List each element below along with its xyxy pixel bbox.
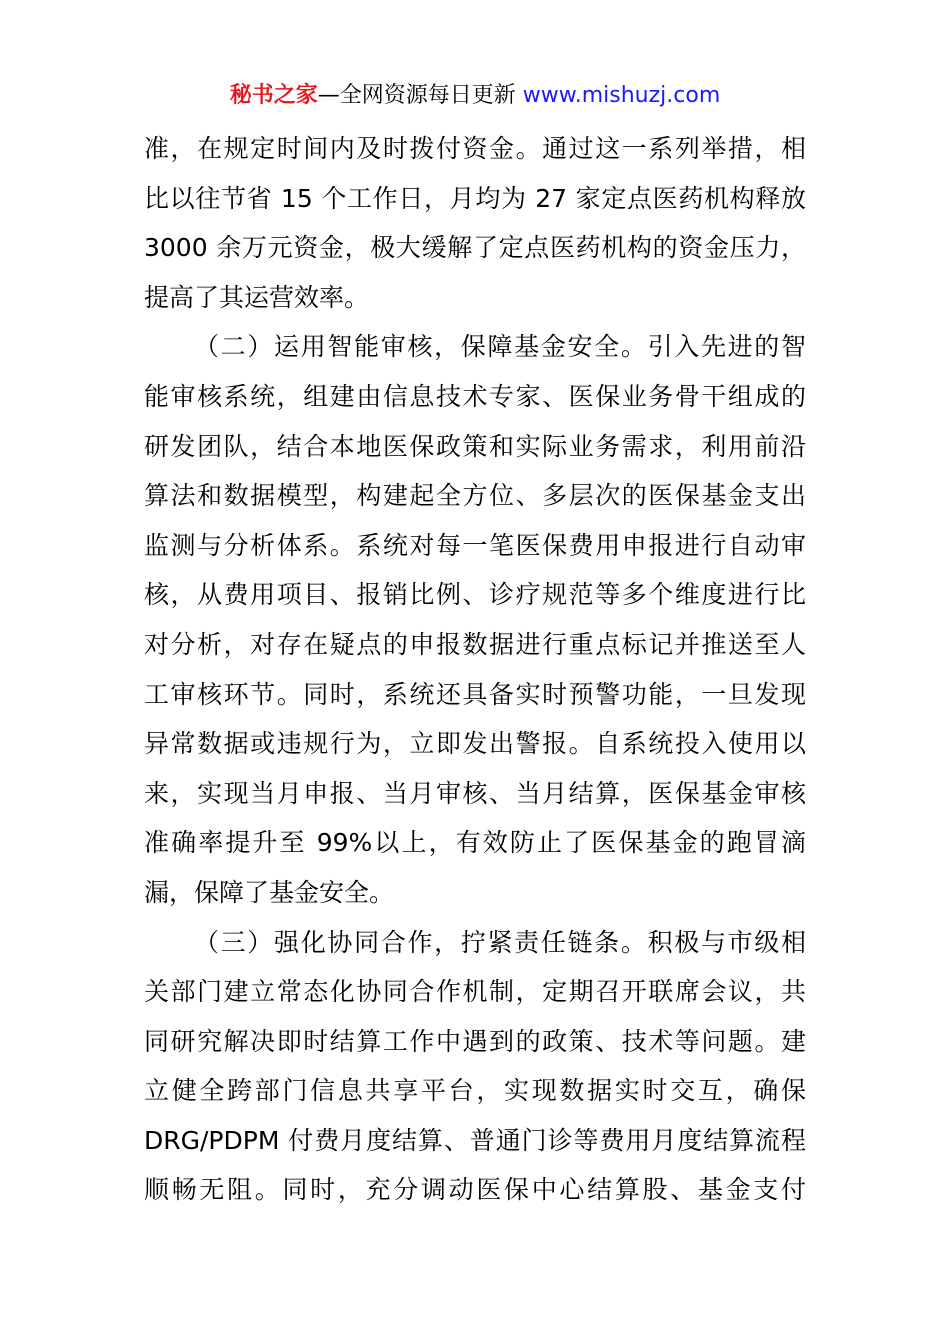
text-line: 能审核系统，组建由信息技术专家、医保业务骨干组成的 — [144, 381, 806, 411]
text-line: DRG/PDPM 付费月度结算、普通门诊等费用月度结算流程 — [144, 1125, 806, 1155]
text-line: 比以往节省 15 个工作日，月均为 27 家定点医药机构释放 — [144, 183, 806, 213]
text-line: 准，在规定时间内及时拨付资金。通过这一系列举措，相 — [144, 134, 806, 163]
text-line: 来，实现当月申报、当月审核、当月结算，医保基金审核 — [144, 778, 806, 808]
site-url[interactable]: www.mishuzj.com — [522, 83, 721, 108]
text-line: 监测与分析体系。系统对每一笔医保费用申报进行自动审 — [144, 530, 806, 560]
text-line: 提高了其运营效率。 — [144, 282, 370, 312]
text-line: 立健全跨部门信息共享平台，实现数据实时交互，确保 — [144, 1076, 806, 1106]
text-line: 关部门建立常态化协同合作机制，定期召开联席会议，共 — [144, 977, 806, 1007]
text-line: 同研究解决即时结算工作中遇到的政策、技术等问题。建 — [144, 1026, 806, 1056]
text-line: 准确率提升至 99%以上，有效防止了医保基金的跑冒滴 — [144, 828, 806, 858]
text-line: 工审核环节。同时，系统还具备实时预警功能，一旦发现 — [144, 679, 806, 709]
text-line: （二）运用智能审核，保障基金安全。引入先进的智 — [194, 332, 806, 362]
text-line: 漏，保障了基金安全。 — [144, 877, 395, 907]
text-line: 异常数据或违规行为，立即发出警报。自系统投入使用以 — [144, 729, 806, 759]
site-brand: 秘书之家 — [229, 83, 318, 108]
text-line: 算法和数据模型，构建起全方位、多层次的医保基金支出 — [144, 481, 806, 511]
text-line: 研发团队，结合本地医保政策和实际业务需求，利用前沿 — [144, 431, 806, 461]
text-line: （三）强化协同合作，拧紧责任链条。积极与市级相 — [194, 927, 806, 957]
site-header — [0, 80, 950, 112]
text-line: 顺畅无阻。同时，充分调动医保中心结算股、基金支付 — [144, 1175, 806, 1205]
text-line: 对分析，对存在疑点的申报数据进行重点标记并推送至人 — [144, 629, 806, 659]
site-tagline: —全网资源每日更新 — [317, 83, 523, 108]
text-line: 3000 余万元资金，极大缓解了定点医药机构的资金压力， — [144, 233, 806, 263]
text-line: 核，从费用项目、报销比例、诊疗规范等多个维度进行比 — [144, 580, 806, 610]
document-body — [144, 124, 806, 1215]
